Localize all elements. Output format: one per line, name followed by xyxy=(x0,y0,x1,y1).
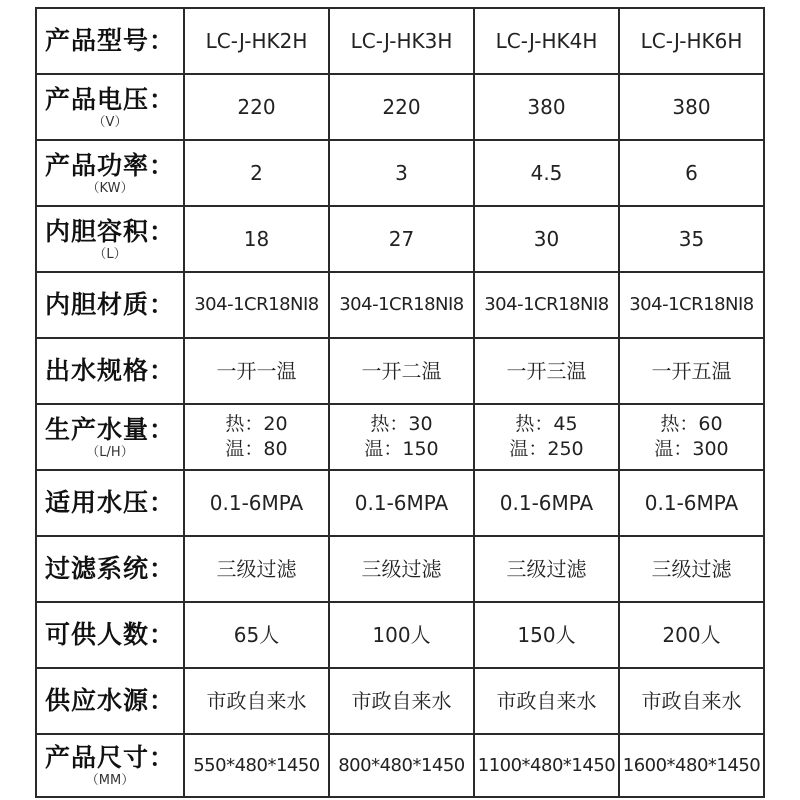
hot-output-value: 热：60 xyxy=(660,413,723,435)
voltage-value: 380 xyxy=(527,95,566,119)
pressure-value: 0.1-6MPA xyxy=(644,491,739,515)
row-label-cell xyxy=(36,404,184,470)
value-cell xyxy=(329,734,474,797)
value-cell xyxy=(619,404,764,470)
row-label-cell xyxy=(36,470,184,536)
row-label-cell xyxy=(36,206,184,272)
row-label: 内胆材质： xyxy=(44,290,175,319)
value-cell xyxy=(184,668,329,734)
dimensions-value: 800*480*1450 xyxy=(338,754,465,776)
row-label-cell xyxy=(36,272,184,338)
pressure-value: 0.1-6MPA xyxy=(499,491,594,515)
value-cell xyxy=(619,140,764,206)
value-cell xyxy=(474,734,619,797)
row-power xyxy=(36,140,764,206)
voltage-value: 220 xyxy=(237,95,276,119)
row-capacity xyxy=(36,602,764,668)
row-label-cell xyxy=(36,734,184,797)
value-cell xyxy=(474,206,619,272)
material-value: 304-1CR18NI8 xyxy=(339,294,464,315)
value-cell xyxy=(619,734,764,797)
row-volume xyxy=(36,206,764,272)
row-label-cell xyxy=(36,74,184,140)
value-cell xyxy=(184,206,329,272)
value-cell xyxy=(184,536,329,602)
value-cell xyxy=(474,470,619,536)
voltage-value: 380 xyxy=(672,95,711,119)
row-label-cell xyxy=(36,536,184,602)
volume-value: 18 xyxy=(243,227,270,251)
capacity-value: 100人 xyxy=(372,623,431,647)
model-value: LC-J-HK6H xyxy=(640,29,743,53)
value-cell xyxy=(619,470,764,536)
value-cell xyxy=(474,668,619,734)
volume-value: 30 xyxy=(533,227,560,251)
value-cell xyxy=(619,338,764,404)
row-label: 适用水压： xyxy=(44,488,175,517)
material-value: 304-1CR18NI8 xyxy=(484,294,609,315)
power-value: 2 xyxy=(250,161,263,185)
outlet-value: 一开三温 xyxy=(506,359,587,383)
warm-output-value: 温：80 xyxy=(225,438,288,460)
value-cell xyxy=(619,602,764,668)
value-cell xyxy=(619,668,764,734)
outlet-value: 一开一温 xyxy=(216,359,297,383)
value-cell xyxy=(474,602,619,668)
material-value: 304-1CR18NI8 xyxy=(629,294,754,315)
spec-table xyxy=(35,7,765,798)
value-cell xyxy=(184,470,329,536)
row-label: 产品电压： xyxy=(44,84,175,114)
filtration-value: 三级过滤 xyxy=(216,557,297,581)
row-unit: （KW） xyxy=(86,180,134,196)
volume-value: 35 xyxy=(678,227,705,251)
water-source-value: 市政自来水 xyxy=(641,689,742,713)
value-cell xyxy=(329,668,474,734)
value-cell xyxy=(329,272,474,338)
outlet-value: 一开二温 xyxy=(361,359,442,383)
value-cell xyxy=(184,338,329,404)
row-label: 过滤系统： xyxy=(44,554,175,583)
value-cell xyxy=(329,338,474,404)
row-label: 出水规格： xyxy=(44,356,175,385)
value-cell xyxy=(474,338,619,404)
dimensions-value: 1100*480*1450 xyxy=(477,754,616,776)
value-cell xyxy=(474,536,619,602)
voltage-value: 220 xyxy=(382,95,421,119)
pressure-value: 0.1-6MPA xyxy=(354,491,449,515)
value-cell xyxy=(329,536,474,602)
power-value: 3 xyxy=(395,161,408,185)
row-unit: （L/H） xyxy=(86,444,134,460)
water-source-value: 市政自来水 xyxy=(351,689,452,713)
row-unit: （L） xyxy=(93,246,127,262)
row-dimensions xyxy=(36,734,764,797)
outlet-value: 一开五温 xyxy=(651,359,732,383)
value-cell xyxy=(619,8,764,74)
value-cell xyxy=(329,470,474,536)
value-cell xyxy=(329,74,474,140)
value-cell xyxy=(184,602,329,668)
model-value: LC-J-HK3H xyxy=(350,29,453,53)
hot-output-value: 热：45 xyxy=(515,413,578,435)
value-cell xyxy=(619,272,764,338)
dimensions-value: 550*480*1450 xyxy=(193,754,320,776)
row-label: 供应水源： xyxy=(44,686,175,715)
volume-value: 27 xyxy=(388,227,415,251)
row-label-cell xyxy=(36,668,184,734)
value-cell xyxy=(184,74,329,140)
water-source-value: 市政自来水 xyxy=(206,689,307,713)
row-label: 可供人数： xyxy=(44,620,175,649)
filtration-value: 三级过滤 xyxy=(361,557,442,581)
value-cell xyxy=(329,8,474,74)
row-label: 生产水量： xyxy=(44,414,175,444)
hot-output-value: 热：20 xyxy=(225,413,288,435)
value-cell xyxy=(184,404,329,470)
row-model xyxy=(36,8,764,74)
value-cell xyxy=(619,74,764,140)
row-label-cell xyxy=(36,8,184,74)
filtration-value: 三级过滤 xyxy=(651,557,732,581)
row-label-cell xyxy=(36,602,184,668)
row-label: 产品尺寸： xyxy=(44,743,175,772)
value-cell xyxy=(474,74,619,140)
row-output xyxy=(36,404,764,470)
capacity-value: 65人 xyxy=(233,623,280,647)
row-outlet xyxy=(36,338,764,404)
value-cell xyxy=(329,140,474,206)
value-cell xyxy=(474,8,619,74)
power-value: 6 xyxy=(685,161,698,185)
row-unit: （MM） xyxy=(85,773,135,788)
row-label: 内胆容积： xyxy=(44,216,175,246)
pressure-value: 0.1-6MPA xyxy=(209,491,304,515)
row-unit: （V） xyxy=(92,114,128,130)
value-cell xyxy=(329,404,474,470)
warm-output-value: 温：150 xyxy=(364,438,439,460)
value-cell xyxy=(329,206,474,272)
row-filtration xyxy=(36,536,764,602)
row-label-cell xyxy=(36,338,184,404)
model-value: LC-J-HK4H xyxy=(495,29,598,53)
value-cell xyxy=(184,272,329,338)
water-source-value: 市政自来水 xyxy=(496,689,597,713)
value-cell xyxy=(184,8,329,74)
capacity-value: 200人 xyxy=(662,623,721,647)
model-value: LC-J-HK2H xyxy=(205,29,308,53)
row-label: 产品型号： xyxy=(44,26,175,55)
row-label-cell xyxy=(36,140,184,206)
value-cell xyxy=(619,206,764,272)
row-material xyxy=(36,272,764,338)
row-water-source xyxy=(36,668,764,734)
row-pressure xyxy=(36,470,764,536)
warm-output-value: 温：300 xyxy=(654,438,729,460)
value-cell xyxy=(474,272,619,338)
hot-output-value: 热：30 xyxy=(370,413,433,435)
row-label: 产品功率： xyxy=(44,150,175,180)
filtration-value: 三级过滤 xyxy=(506,557,587,581)
dimensions-value: 1600*480*1450 xyxy=(622,754,761,776)
value-cell xyxy=(474,140,619,206)
value-cell xyxy=(329,602,474,668)
value-cell xyxy=(184,734,329,797)
row-voltage xyxy=(36,74,764,140)
capacity-value: 150人 xyxy=(517,623,576,647)
warm-output-value: 温：250 xyxy=(509,438,584,460)
power-value: 4.5 xyxy=(530,161,563,185)
value-cell xyxy=(619,536,764,602)
value-cell xyxy=(474,404,619,470)
value-cell xyxy=(184,140,329,206)
material-value: 304-1CR18NI8 xyxy=(194,294,319,315)
